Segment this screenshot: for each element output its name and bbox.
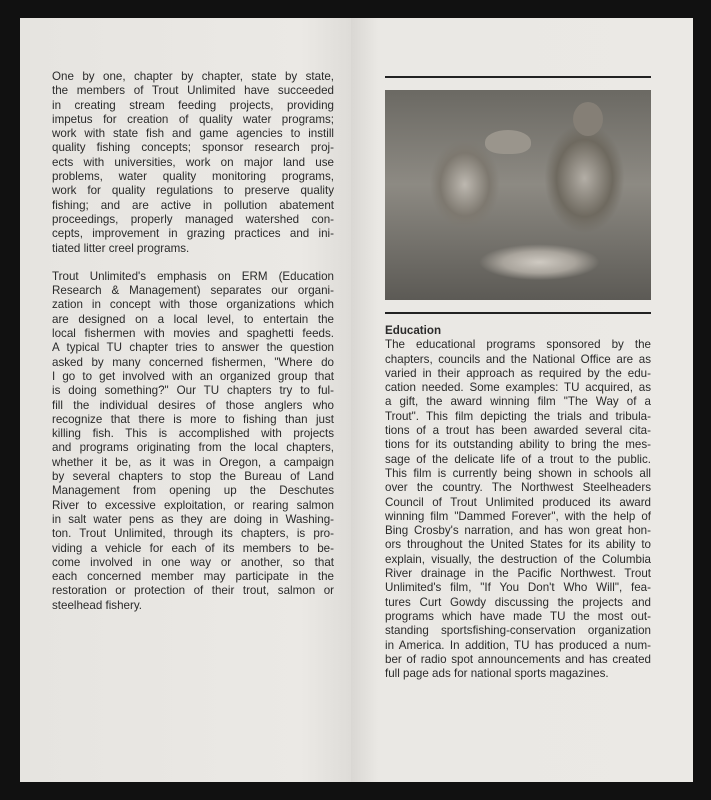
text-line: sage of the delicate life of a trout to the public. <box>385 452 651 466</box>
text-line: the members of Trout Unlimited have succeeded <box>52 84 334 98</box>
text-line: Trout". This film depicting the trials and tribula- <box>385 409 651 423</box>
left-page <box>20 18 351 782</box>
text-line: full page ads for national sports magazines. <box>385 667 609 681</box>
text-line: restoration or protection of their trout, salmon or <box>52 584 334 598</box>
left-column-text <box>52 70 334 627</box>
text-line: fill the individual desires of those anglers who <box>52 398 334 412</box>
text-line: a gift, the award winning film "The Way of a <box>385 395 651 409</box>
bottom-rule <box>385 312 651 314</box>
text-line: viding a vehicle for each of its members to be- <box>52 541 334 555</box>
section-heading-education: Education <box>385 324 442 337</box>
text-line: over the country. The Northwest Steelheaders <box>385 481 651 495</box>
text-line: tions of a trout has been awarded several cita- <box>385 424 651 438</box>
text-line: ton. Trout Unlimited, through its chapters, is pro- <box>52 527 334 541</box>
top-rule <box>385 76 651 78</box>
hat-shape <box>485 130 531 154</box>
paragraph <box>52 70 334 256</box>
text-line: come involved in one way or another, so that <box>52 555 334 569</box>
text-line: ber of radio spot announcements and has created <box>385 652 651 666</box>
text-line: in America. In addition, TU has produced a num- <box>385 638 651 652</box>
paragraph <box>52 270 334 613</box>
text-line: cepts, improvement in grazing practices and ini- <box>52 227 334 241</box>
text-line: is doing something?" Our TU chapters try to ful- <box>52 384 334 398</box>
text-line: ors throughout the United States for its ability to <box>385 538 651 552</box>
right-column-text <box>385 324 651 681</box>
text-line: asked by many concerned fishermen, "Where do <box>52 355 334 369</box>
text-line: standing sportsfishing-conservation organization <box>385 624 651 638</box>
text-line: Council of Trout Unlimited produced its award <box>385 495 651 509</box>
text-line: problems, water quality monitoring programs, <box>52 170 334 184</box>
text-line: This film is currently being shown in schools all <box>385 466 651 480</box>
text-line: explain, visually, the destruction of the Columbia <box>385 552 651 566</box>
text-line: impetus for creation of quality water programs; <box>52 112 334 126</box>
text-line: local fishermen with movies and spaghetti feeds. <box>52 327 334 341</box>
text-line: fishing; and are active in pollution abatement <box>52 198 334 212</box>
text-line: Research & Management) separates our organi- <box>52 284 334 298</box>
text-line: A typical TU chapter tries to answer the question <box>52 341 334 355</box>
text-line: and programs originating from the local chapters, <box>52 441 334 455</box>
text-line: Trout Unlimited's emphasis on ERM (Education <box>52 269 334 283</box>
text-line: whether it be, as it was in Oregon, a campaign <box>52 455 334 469</box>
text-line: work with state fish and game agencies to instill <box>52 127 334 141</box>
right-page <box>351 18 693 782</box>
text-line: Management from opening up the Deschutes <box>52 484 334 498</box>
text-line: by several chapters to stop the Bureau of Land <box>52 470 334 484</box>
text-line: each concerned member may participate in the <box>52 570 334 584</box>
text-line: winning film "Dammed Forever", with the help of <box>385 509 651 523</box>
fishermen-photo <box>385 90 651 300</box>
text-line: proceedings, properly managed watershed con- <box>52 212 334 226</box>
text-line: cation needed. Some examples: TU acquired, as <box>385 381 651 395</box>
text-line: tiated litter creel programs. <box>52 241 190 255</box>
text-line: chapters, councils and the National Office are as <box>385 352 651 366</box>
text-line: I go to get involved with an organized group that <box>52 369 334 383</box>
text-line: killing fish. This is accomplished with projects <box>52 427 334 441</box>
education-paragraph <box>385 338 651 681</box>
text-line: recognize that there is more to fishing than just <box>52 412 334 426</box>
text-line: in salt water pens as they are doing in Washing- <box>52 512 334 526</box>
text-line: varied in their approach as required by the edu- <box>385 366 651 380</box>
text-line: quality fishing concepts; sponsor research proj- <box>52 141 334 155</box>
text-line: River to excessive exploitation, or rearing salmon <box>52 498 334 512</box>
text-line: tures Curt Gowdy discussing the projects and <box>385 595 651 609</box>
text-line: River drainage in the Pacific Northwest. Trout <box>385 567 651 581</box>
text-line: are designed on a local level, to entertain the <box>52 312 334 326</box>
text-line: ects with universities, work on major land use <box>52 155 334 169</box>
text-line: One by one, chapter by chapter, state by state, <box>52 70 334 83</box>
text-line: Unlimited's film, "If You Don't Who Will", fea- <box>385 581 651 595</box>
head-shape <box>573 102 603 136</box>
text-line: programs which have made TU the most out- <box>385 609 651 623</box>
text-line: Bing Crosby's narration, and has won great hon- <box>385 524 651 538</box>
text-line: tions for its outstanding ability to bring the mes- <box>385 438 651 452</box>
text-line: zation in concept with those organizations which <box>52 298 334 312</box>
text-line: work for quality regulations to preserve quality <box>52 184 334 198</box>
text-line: in creating stream feeding projects, providing <box>52 98 334 112</box>
text-line: steelhead fishery. <box>52 598 143 612</box>
text-line: The educational programs sponsored by the <box>385 338 651 352</box>
